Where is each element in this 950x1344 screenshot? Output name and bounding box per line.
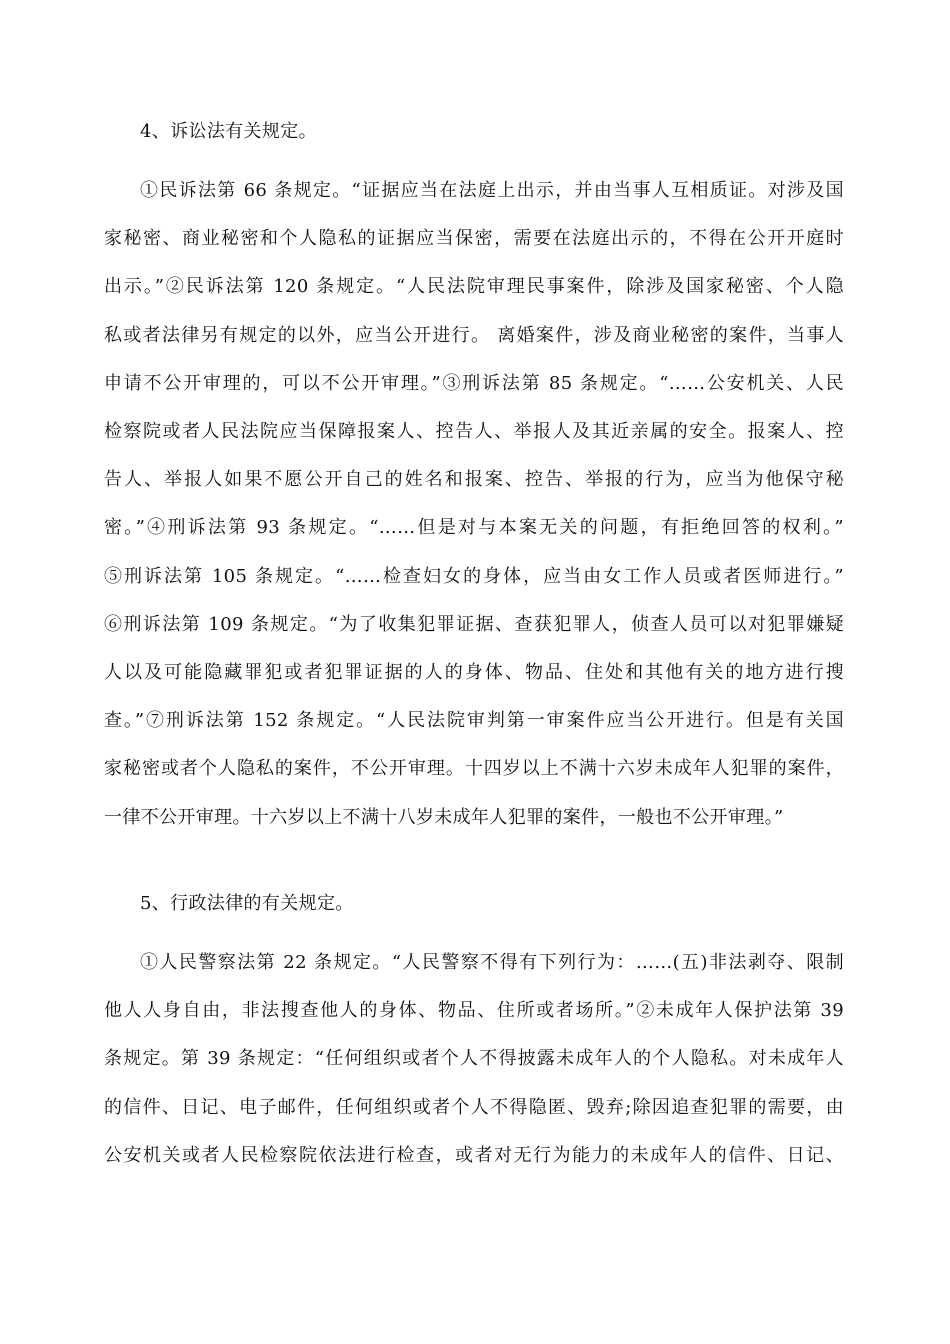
- paragraph-line: 检察院或者人民法院应当保障报案人、控告人、举报人及其近亲属的安全。报案人、控: [104, 421, 844, 443]
- section-heading-4: [104, 108, 844, 156]
- paragraph-line: 出示。”②民诉法第 120 条规定。“人民法院审理民事案件，除涉及国家秘密、个人隐: [104, 276, 844, 298]
- paragraph-line: 条规定。第 39 条规定：“任何组织或者个人不得披露未成年人的个人隐私。对未成年人: [104, 1048, 844, 1070]
- paragraph-line: 密。”④刑诉法第 93 条规定。“……但是对与本案无关的问题，有拒绝回答的权利。”: [104, 517, 844, 539]
- paragraph-line: 公安机关或者人民检察院依法进行检查，或者对无行为能力的未成年人的信件、日记、: [104, 1144, 844, 1166]
- paragraph-line: 的信件、日记、电子邮件，任何组织或者个人不得隐匿、毁弃;除因追查犯罪的需要，由: [104, 1096, 844, 1118]
- section-paragraph-4: [104, 167, 844, 842]
- paragraph-line: 告人、举报人如果不愿公开自己的姓名和报案、控告、举报的行为，应当为他保守秘: [104, 469, 844, 491]
- heading-text: 4、诉讼法有关规定。: [140, 121, 317, 142]
- heading-text: 5、行政法律的有关规定。: [140, 893, 354, 914]
- paragraph-line: ①民诉法第 66 条规定。“证据应当在法庭上出示，并由当事人互相质证。对涉及国: [140, 180, 844, 201]
- paragraph-line: ⑥刑诉法第 109 条规定。“为了收集犯罪证据、查获犯罪人，侦查人员可以对犯罪嫌疑: [104, 613, 844, 635]
- paragraph-line: 申请不公开审理的，可以不公开审理。”③刑诉法第 85 条规定。“……公安机关、人民: [104, 372, 844, 394]
- paragraph-line: 人以及可能隐藏罪犯或者犯罪证据的人的身体、物品、住处和其他有关的地方进行搜: [104, 662, 844, 684]
- paragraph-line: ①人民警察法第 22 条规定。“人民警察不得有下列行为：……(五)非法剥夺、限制: [140, 952, 844, 973]
- paragraph-line: 家秘密或者个人隐私的案件，不公开审理。十四岁以上不满十六岁未成年人犯罪的案件，: [104, 758, 844, 780]
- paragraph-line: ⑤刑诉法第 105 条规定。“……检查妇女的身体，应当由女工作人员或者医师进行。”: [104, 565, 844, 587]
- paragraph-line: 家秘密、商业秘密和个人隐私的证据应当保密，需要在法庭出示的，不得在公开开庭时: [104, 228, 844, 250]
- section-heading-5: [104, 880, 844, 928]
- paragraph-line: 一律不公开审理。十六岁以上不满十八岁未成年人犯罪的案件，一般也不公开审理。”: [104, 806, 784, 828]
- paragraph-line: 查。”⑦刑诉法第 152 条规定。“人民法院审判第一审案件应当公开进行。但是有关国: [104, 710, 844, 732]
- paragraph-line: 他人人身自由，非法搜查他人的身体、物品、住所或者场所。”②未成年人保护法第 39: [104, 1000, 844, 1022]
- section-paragraph-5: [104, 939, 844, 1180]
- paragraph-line: 私或者法律另有规定的以外，应当公开进行。 离婚案件，涉及商业秘密的案件，当事人: [104, 324, 844, 346]
